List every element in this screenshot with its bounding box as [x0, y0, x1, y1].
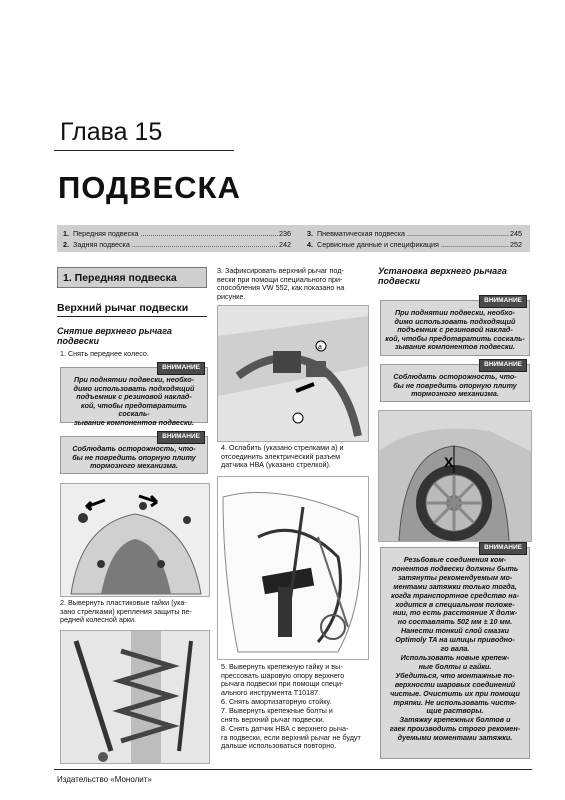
step-3: 3. Зафиксировать верхний рычаг под- вески при помощи специального при- способления VW 552, как показано на рисунке. [217, 266, 345, 301]
sensor-photo [217, 305, 369, 442]
warning-box: ВНИМАНИЕ При поднятии подвески, необхо- димо использовать подходящий подъемник с резиновой наклад- кой, чтобы предотвратить соскаль- зывание компонентов подвески. [60, 367, 208, 423]
warning-box: ВНИМАНИЕ Соблюдать осторожность, что- бы не повредить опорную плиту тормозного механизма. [380, 364, 530, 402]
sensor-illustration [218, 306, 368, 441]
step-6: 6. Снять амортизаторную стойку. [221, 697, 332, 706]
label-a: a [318, 344, 322, 351]
toc-item[interactable]: 1. Передняя подвеска ..... 236 [63, 229, 291, 238]
section-heading: 1. Передняя подвеска [57, 267, 207, 288]
table-of-contents [57, 225, 530, 252]
footer-rule [54, 769, 532, 770]
toc-item[interactable]: 3. Пневматическая подвеска ..... 245 [307, 229, 522, 238]
warning-label: ВНИМАНИЕ [479, 295, 527, 308]
chapter-title: ПОДВЕСКА [58, 170, 241, 205]
warning-box: ВНИМАНИЕ Резьбовые соединения ком- понентов подвески должны быть затянуты рекомендуемым мо- ментами затяжки только тогда, когда транспортное средство на- ходится в специальном положе- нии, то есть расстояние X долж- но составлять 502 мм ± 10 мм. Нанести тонкий слой смазки Optimoly TA на шлицы приводно- го вала. Использовать новые крепеж- ные болты и гайки. Убедиться, что монтажные по- верхности шаровых соединений чистые. Очистить их при помощи тряпки. Не использовать чистя- щие растворы. Затяжку крепежных болтов и гаек производить строго рекомен- дуемыми моментами затяжки. [380, 547, 530, 759]
installation-heading: Установка верхнего рычага подвески [378, 266, 507, 286]
warning-label: ВНИМАНИЕ [157, 362, 205, 375]
step-1: 1. Снять переднее колесо. [60, 349, 149, 358]
spring-tool-illustration [61, 631, 209, 763]
step-4: 4. Ослабить (указано стрелками а) и отсоединить электрический разъем датчика НВА (указано стрелкой). [221, 443, 344, 470]
toc-item[interactable]: 2. Задняя подвеска ..... 242 [63, 240, 291, 249]
ball-joint-illustration [218, 477, 368, 659]
wheel-illustration [379, 411, 531, 541]
publisher-footer: Издательство «Монолит» [57, 775, 152, 784]
wheel-arch-illustration [61, 484, 209, 596]
step-5: 5. Вывернуть крепежную гайку и вы- прессовать шаровую опору верхнего рычага подвески при помощи специ- ального инструмента Т10187. [221, 662, 345, 697]
subsection-heading: Верхний рычаг подвески [57, 302, 207, 317]
warning-label: ВНИМАНИЕ [157, 431, 205, 444]
wheel-arch-photo [60, 483, 210, 597]
ball-joint-tool-drawing [217, 476, 369, 660]
step-8: 8. Снять датчик НВА с верхнего рыча- га подвески, если верхний рычаг не будут дальше использоваться повторно. [221, 724, 361, 751]
chapter-rule [54, 150, 234, 151]
step-7: 7. Вывернуть крепежные болты и снять верхний рычаг подвески. [221, 706, 333, 724]
wheel-position-photo [378, 410, 532, 542]
label-x: X [444, 454, 454, 470]
spring-tool-photo [60, 630, 210, 764]
warning-label: ВНИМАНИЕ [479, 359, 527, 372]
warning-box: ВНИМАНИЕ При поднятии подвески, необхо- димо использовать подходящий подъемник с резиновой наклад- кой, чтобы предотвратить соскаль- зывание компонентов подвески. [380, 300, 530, 356]
chapter-number: Глава 15 [60, 118, 163, 146]
toc-item[interactable]: 4. Сервисные данные и спецификация ..... 252 [307, 240, 522, 249]
warning-box: ВНИМАНИЕ Соблюдать осторожность, что- бы не повредить опорную плиту тормозного механизма. [60, 436, 208, 474]
step-2: 2. Вывернуть пластиковые гайки (ука- зано стрелками) крепления защиты пе- редней колесной арки. [60, 598, 192, 625]
procedure-heading: Снятие верхнего рычага подвески [57, 326, 172, 346]
warning-label: ВНИМАНИЕ [479, 542, 527, 555]
